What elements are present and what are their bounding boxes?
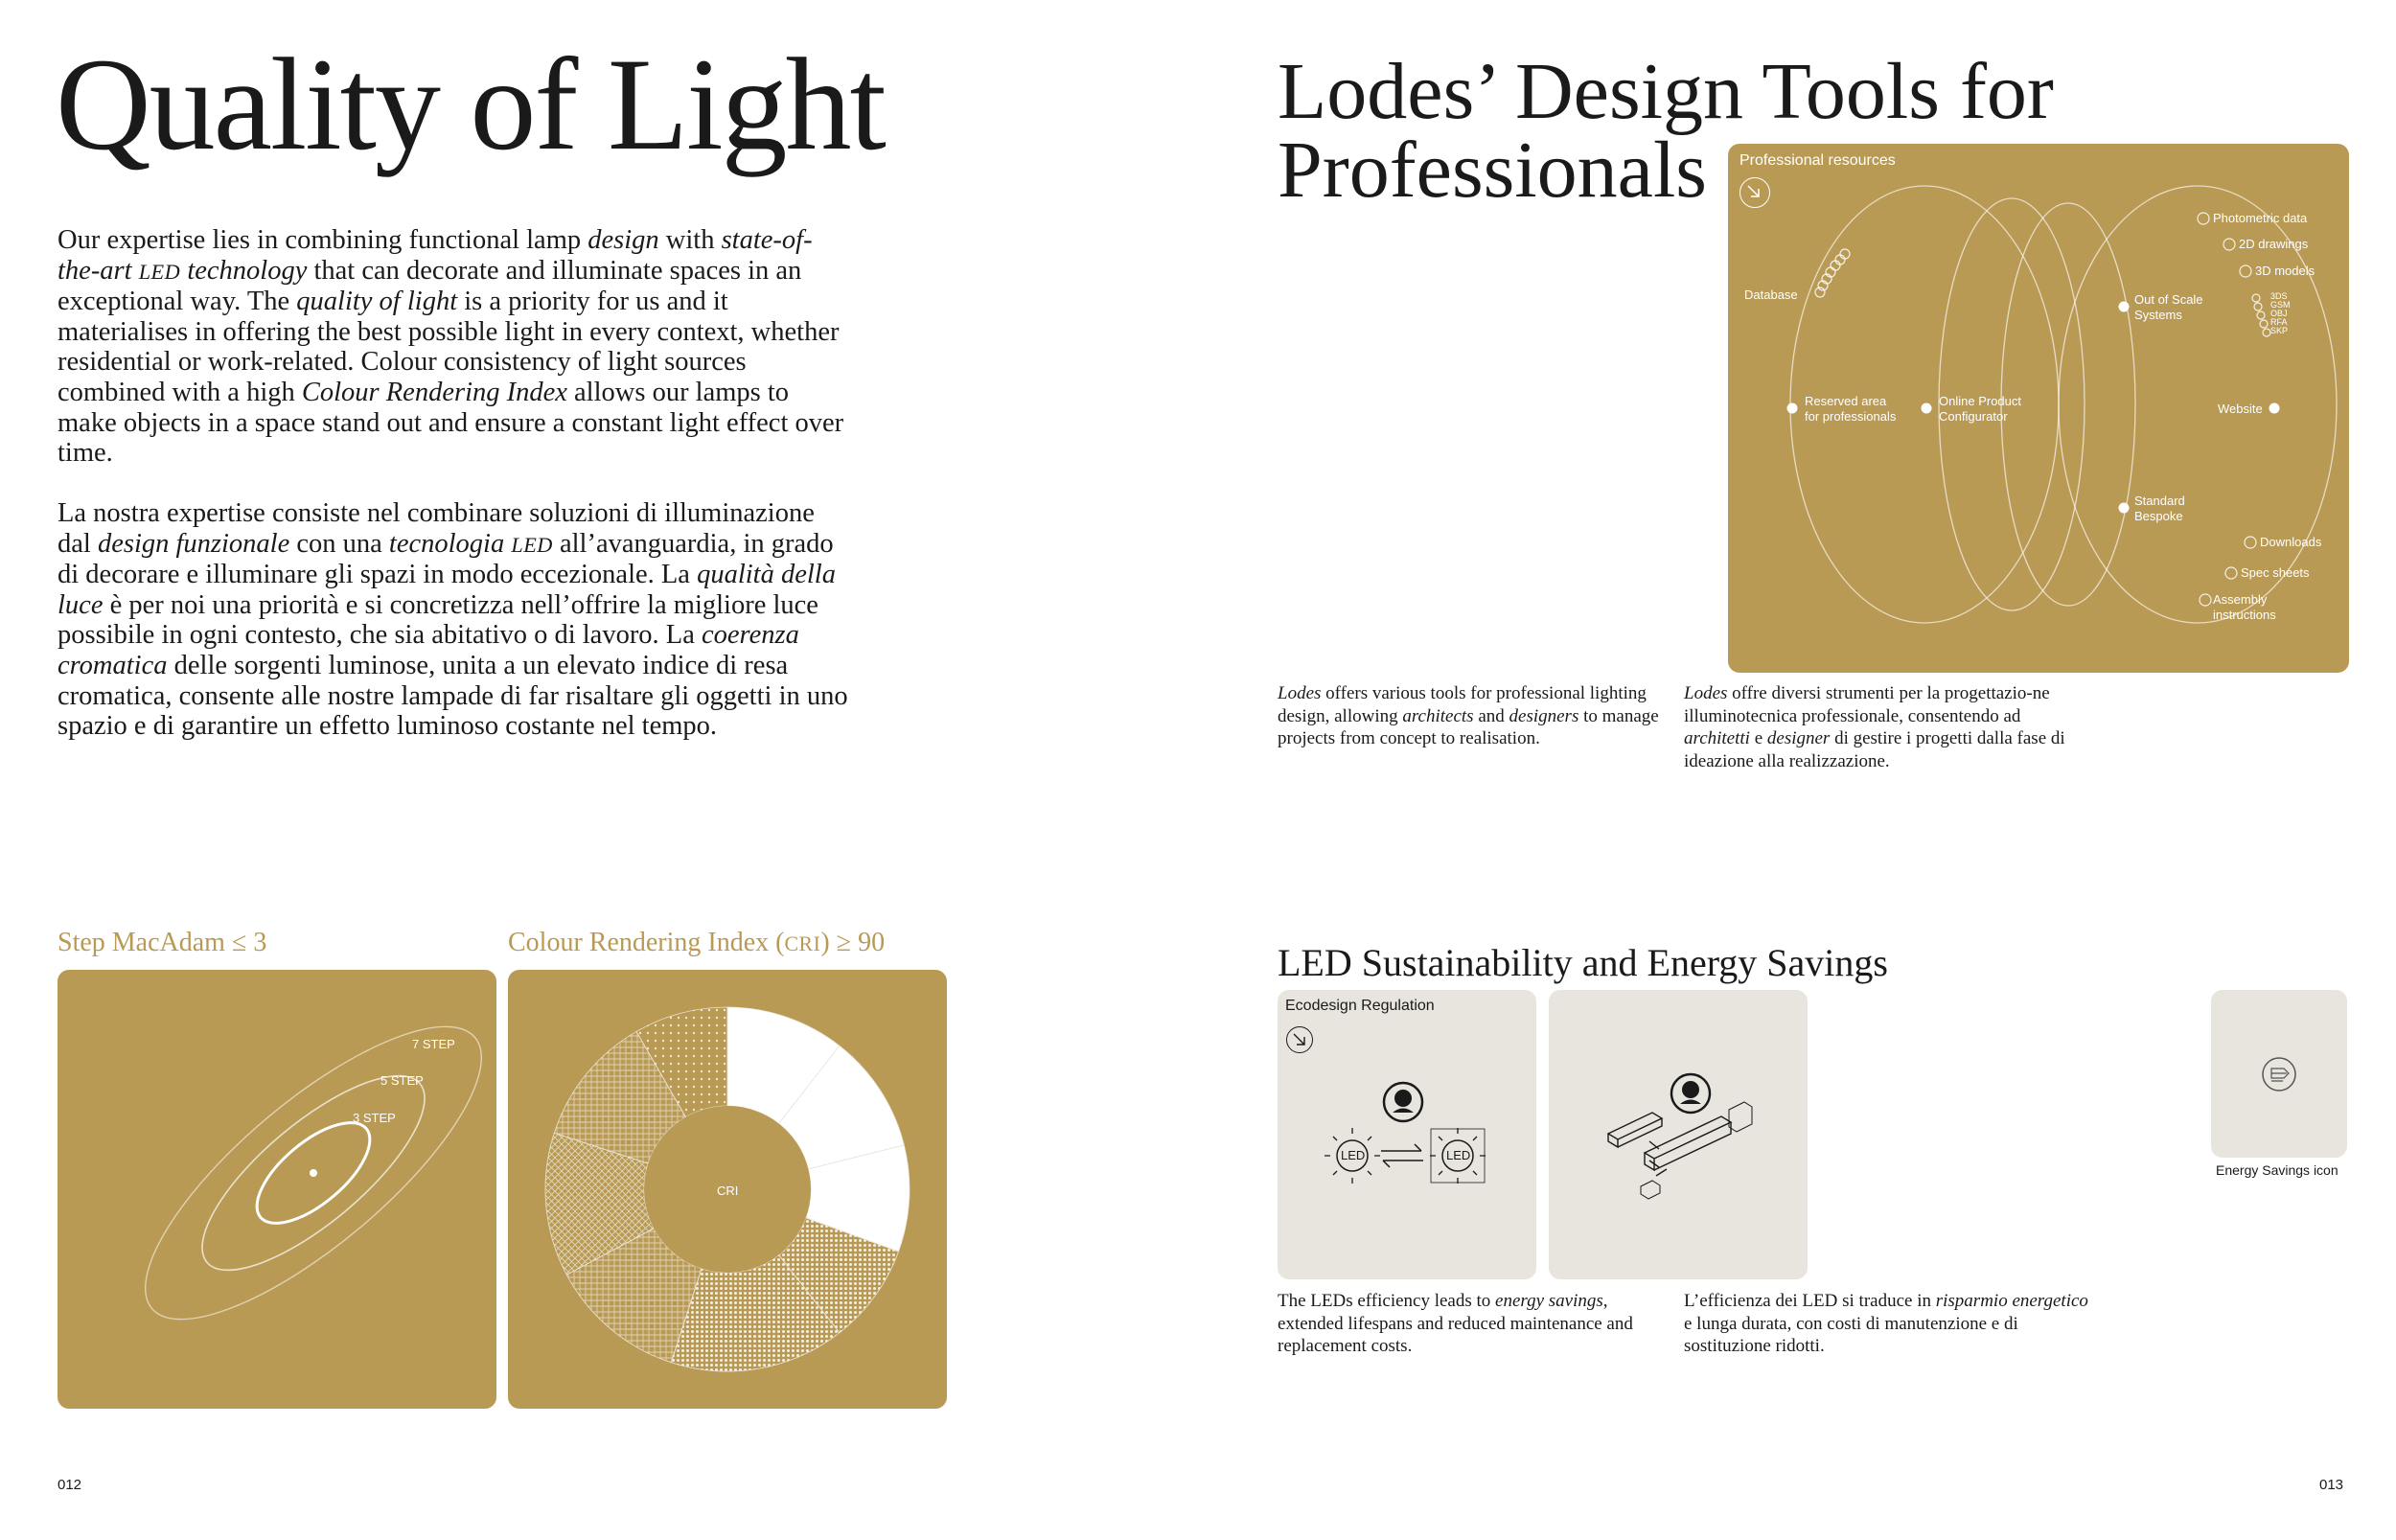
page-number-left: 012 [58, 1477, 82, 1493]
resources-heading: Professional resources [1739, 152, 1896, 169]
label-line: Reserved area [1805, 394, 1887, 408]
cri-card [508, 970, 947, 1409]
label-line: Assembly [2213, 592, 2268, 607]
text-span: , extended lifespans and reduced maintenance and replacement costs. [1278, 1291, 1633, 1356]
macadam-label-3: 3 STEP [353, 1111, 396, 1125]
text-emphasis: architects [1402, 705, 1474, 726]
energy-savings-label: Energy Savings icon [2216, 1162, 2338, 1178]
drawings-2d-label: 2D drawings [2239, 237, 2309, 251]
photometric-label: Photometric data [2213, 211, 2308, 225]
text-emphasis: tecnologia [388, 528, 505, 559]
models-3d-label: 3D models [2255, 264, 2315, 278]
title-line: Professionals [1278, 126, 1707, 215]
text-emphasis: risparmio energetico [1935, 1291, 2088, 1311]
out-of-scale-label [2134, 292, 2203, 323]
text-span: offers various tools for professional lighting design, allowing [1278, 683, 1647, 726]
text-emphasis: designer [1766, 728, 1831, 748]
website-label: Website [2218, 402, 2263, 416]
text-emphasis: qualità della luce [58, 560, 836, 620]
cri-center-label: CRI [717, 1184, 739, 1198]
body-text-english [58, 225, 853, 469]
text-span: delle sorgenti luminose, unita a un elevato indice di resa cromatica, consente alle nostre lampade di far risaltare gli oggetti in uno spazio e di garantire un effetto luminoso costante nel tempo. [58, 650, 848, 742]
ecodesign-card [1278, 990, 1536, 1279]
format-item: SKP [2270, 326, 2289, 335]
reserved-area-label [1805, 394, 1896, 425]
text-span: and [1473, 705, 1509, 726]
text-emphasis: architetti [1684, 728, 1750, 748]
resources-caption-english [1278, 682, 1670, 750]
text-span: all’avanguardia, in grado di decorare e illuminare gli spazi in modo eccezionale. La [58, 528, 834, 590]
text-emphasis: Colour Rendering Index [301, 377, 567, 407]
assembly-label [2213, 592, 2276, 623]
label-line: Online Product [1939, 394, 2021, 408]
text-small-caps: LED [511, 532, 553, 557]
cri-heading [508, 928, 885, 958]
led-driver-icon [1549, 990, 1808, 1279]
spec-sheets-label: Spec sheets [2241, 565, 2310, 580]
text-emphasis: Lodes [1278, 683, 1322, 703]
text-span: Our expertise lies in combining functional lamp [58, 225, 588, 255]
professional-resources-card [1728, 144, 2349, 673]
format-item: 3DS [2270, 291, 2288, 301]
text-emphasis: coerenza cromatica [58, 620, 799, 680]
macadam-ellipses-icon [58, 970, 496, 1409]
title-line: Lodes’ Design Tools for [1278, 47, 2054, 136]
energy-savings-card [2211, 990, 2347, 1158]
led-caption-italian [1684, 1290, 2091, 1358]
text-span: offre diversi strumenti per la progettazio-ne illuminotecnica professionale, consentendo ad [1684, 683, 2050, 726]
format-item: RFA [2270, 317, 2288, 327]
led-badge-right: LED [1446, 1148, 1471, 1162]
format-item: GSM [2270, 300, 2291, 310]
led-section-title: LED Sustainability and Energy Savings [1278, 941, 1888, 984]
led-badge-left: LED [1341, 1148, 1366, 1162]
text-span: è per noi una priorità e si concretizza nell’offrire la migliore luce possibile in ogni contesto, che sia abitativo o di lavoro. La [58, 589, 818, 651]
text-emphasis: quality of light [296, 287, 458, 317]
text-span: e lunga durata, con costi di manutenzione e di sostituzione ridotti. [1684, 1313, 2018, 1356]
text-emphasis: Lodes [1684, 683, 1728, 703]
led-exchange-icon [1278, 990, 1536, 1279]
label-line: Standard [2134, 494, 2185, 508]
text-span: ) ≥ 90 [820, 928, 886, 957]
label-line: instructions [2213, 608, 2276, 622]
text-small-caps: LED [138, 259, 181, 284]
macadam-card [58, 970, 496, 1409]
text-span: to manage projects from concept to realisation. [1278, 705, 1659, 748]
led-caption-english [1278, 1290, 1670, 1358]
text-emphasis: energy savings [1495, 1291, 1603, 1311]
configurator-label [1939, 394, 2021, 425]
text-span: Colour Rendering Index ( [508, 928, 785, 957]
label-line: for professionals [1805, 409, 1897, 424]
label-line: Configurator [1939, 409, 2008, 424]
label-line: Out of Scale [2134, 292, 2203, 307]
macadam-label-5: 5 STEP [380, 1073, 424, 1088]
macadam-label-7: 7 STEP [412, 1037, 455, 1051]
text-emphasis: design [587, 225, 659, 255]
text-span: e [1749, 728, 1767, 748]
label-line: Systems [2134, 308, 2182, 322]
label-line: Bespoke [2134, 509, 2183, 523]
resources-caption-italian [1684, 682, 2091, 772]
text-span: is a priority for us and it materialises in offering the best possible light in every context, whether residential or work-related. Colour consistency of light sources combined with a high [58, 287, 840, 407]
text-emphasis: state-of-the-art [58, 225, 813, 286]
text-span: The LEDs efficiency leads to [1278, 1291, 1496, 1311]
page-title: Quality of Light [56, 31, 885, 177]
standard-bespoke-label [2134, 494, 2185, 524]
text-span: La nostra expertise consiste nel combinare soluzioni di illuminazione dal [58, 498, 815, 559]
body-text-italian [58, 498, 853, 742]
text-emphasis: technology [187, 255, 308, 286]
text-span: with [658, 225, 722, 255]
text-emphasis: design funzionale [97, 528, 290, 559]
text-span: L’efficienza dei LED si traduce in [1684, 1291, 1936, 1311]
text-small-caps: CRI [784, 932, 821, 955]
driver-card [1549, 990, 1808, 1279]
downloads-label: Downloads [2260, 535, 2322, 549]
format-item: OBJ [2270, 309, 2288, 318]
text-span: con una [289, 528, 389, 559]
ecodesign-label: Ecodesign Regulation [1285, 998, 1435, 1014]
macadam-heading: Step MacAdam ≤ 3 [58, 928, 267, 957]
text-span: di gestire i progetti dalla fase di ideazione alla realizzazione. [1684, 728, 2065, 771]
text-span: allows our lamps to make objects in a space stand out and ensure a constant light effect over time. [58, 377, 844, 469]
format-list [2270, 292, 2291, 335]
text-emphasis: designers [1509, 705, 1579, 726]
database-label: Database [1744, 287, 1798, 302]
text-span: that can decorate and illuminate spaces in an exceptional way. The [58, 255, 802, 317]
energy-savings-icon [2211, 990, 2347, 1158]
page-number-right: 013 [2319, 1477, 2344, 1493]
